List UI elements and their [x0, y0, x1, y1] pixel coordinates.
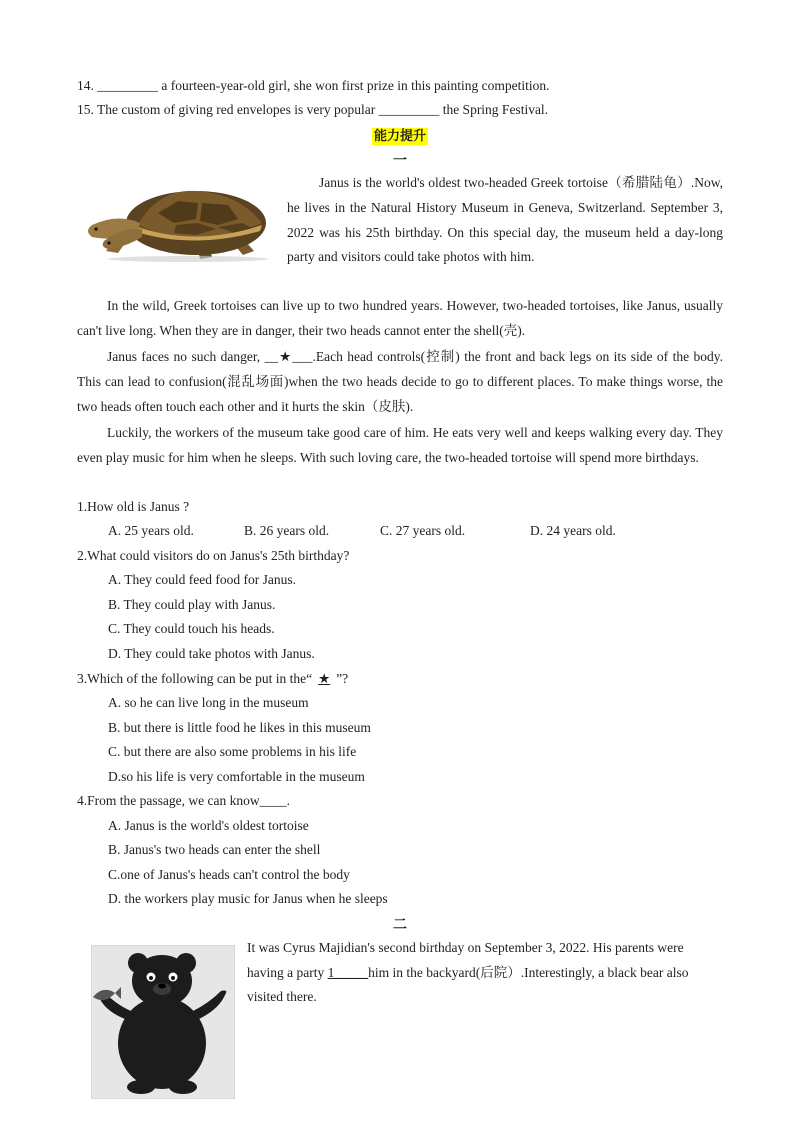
question-14-blank: _________: [97, 78, 158, 93]
paragraph3-text-a: Janus faces no such danger,: [107, 349, 265, 364]
passage1-paragraph4: Luckily, the workers of the museum take good care of him. He eats very well and keeps walking every day. They even play music for him when he sleeps. With such loving care, the two-headed tortoise will spend more birthdays.: [77, 425, 723, 465]
star-blank: __★___: [264, 349, 313, 364]
question-1-option-d[interactable]: D. 24 years old.: [530, 523, 616, 538]
question-4-option-a[interactable]: A. Janus is the world's oldest tortoise: [108, 818, 309, 833]
question-2-option-a[interactable]: A. They could feed food for Janus.: [108, 572, 296, 587]
passage2-line1: It was Cyrus Majidian's second birthday on September 3, 2022. His parents were: [247, 940, 684, 955]
question-2-option-b[interactable]: B. They could play with Janus.: [108, 597, 276, 612]
passage2-line2: [247, 964, 689, 982]
question-14-number: 14.: [77, 78, 94, 93]
passage1-paragraph2: In the wild, Greek tortoises can live up to two hundred years. However, two-headed tortoises, like Janus, usually can't live long. When they are in danger, their two heads cannot enter the shell(壳).: [77, 298, 723, 338]
question-14: [77, 77, 550, 95]
section-heading-label: 能力提升: [373, 129, 426, 144]
black-bear-image: [91, 945, 235, 1099]
question-1-option-b[interactable]: B. 26 years old.: [244, 523, 330, 538]
question-3-stem-a: 3.Which of the following can be put in the“: [77, 671, 313, 686]
question-4-option-b[interactable]: B. Janus's two heads can enter the shell: [108, 842, 321, 857]
question-3-option-b[interactable]: B. but there is little food he likes in this museum: [108, 720, 371, 735]
passage2-line3: visited there.: [247, 989, 317, 1004]
paragraph3-text-b: .Each head controls(控制) the front and back legs on its side of the body. This can lead to confusion(混乱场面)when the two heads decide to go to different places. To make things worse, the two heads often touch each other and it hurts the skin（皮肤).: [77, 349, 723, 414]
passage2-line2-text-a: having a party: [247, 965, 328, 980]
question-2-option-d[interactable]: D. They could take photos with Janus.: [108, 646, 315, 661]
passage1-paragraph3: [77, 345, 723, 419]
question-14-text: a fourteen-year-old girl, she won first prize in this painting competition.: [161, 78, 550, 93]
question-15: [77, 101, 548, 119]
question-3-option-a[interactable]: A. so he can live long in the museum: [108, 695, 309, 710]
part-two-label: 二: [393, 917, 407, 933]
question-1-option-c[interactable]: C. 27 years old.: [380, 523, 466, 538]
question-3-stem-b: ”?: [336, 671, 349, 686]
section-heading: [0, 125, 800, 145]
question-4-option-c[interactable]: C.one of Janus's heads can't control the body: [108, 867, 350, 882]
passage2-line2-text-b: him in the backyard(后院）.Interestingly, a black bear also: [368, 965, 689, 980]
question-4-stem: 4.From the passage, we can know____.: [77, 793, 290, 808]
question-15-blank: _________: [378, 102, 440, 117]
question-3-option-c[interactable]: C. but there are also some problems in his life: [108, 744, 357, 759]
question-15-text-b: the Spring Festival.: [442, 102, 549, 117]
question-2-option-c[interactable]: C. They could touch his heads.: [108, 621, 275, 636]
question-3-star: ★: [318, 671, 331, 686]
passage1-paragraph1: Janus is the world's oldest two-headed Greek tortoise（希腊陆龟）.Now, he lives in the Natural History Museum in Geneva, Switzerland. September 3, 2022 was his 25th birthday. On this special day, the museum held a day-long party and visitors could take photos with him.: [287, 175, 723, 265]
part-one-label: 一: [393, 153, 407, 169]
question-3-stem: [77, 670, 348, 688]
question-2-stem: 2.What could visitors do on Janus's 25th birthday?: [77, 548, 350, 563]
tortoise-image: [78, 183, 274, 263]
question-1-stem: 1.How old is Janus ?: [77, 499, 190, 514]
question-1-option-a[interactable]: A. 25 years old.: [108, 523, 194, 538]
passage2-blank-1: 1_____: [327, 965, 369, 980]
question-4-option-d[interactable]: D. the workers play music for Janus when he sleeps: [108, 891, 388, 906]
question-3-option-d[interactable]: D.so his life is very comfortable in the museum: [108, 769, 365, 784]
question-15-text-a: 15. The custom of giving red envelopes is very popular: [77, 102, 376, 117]
